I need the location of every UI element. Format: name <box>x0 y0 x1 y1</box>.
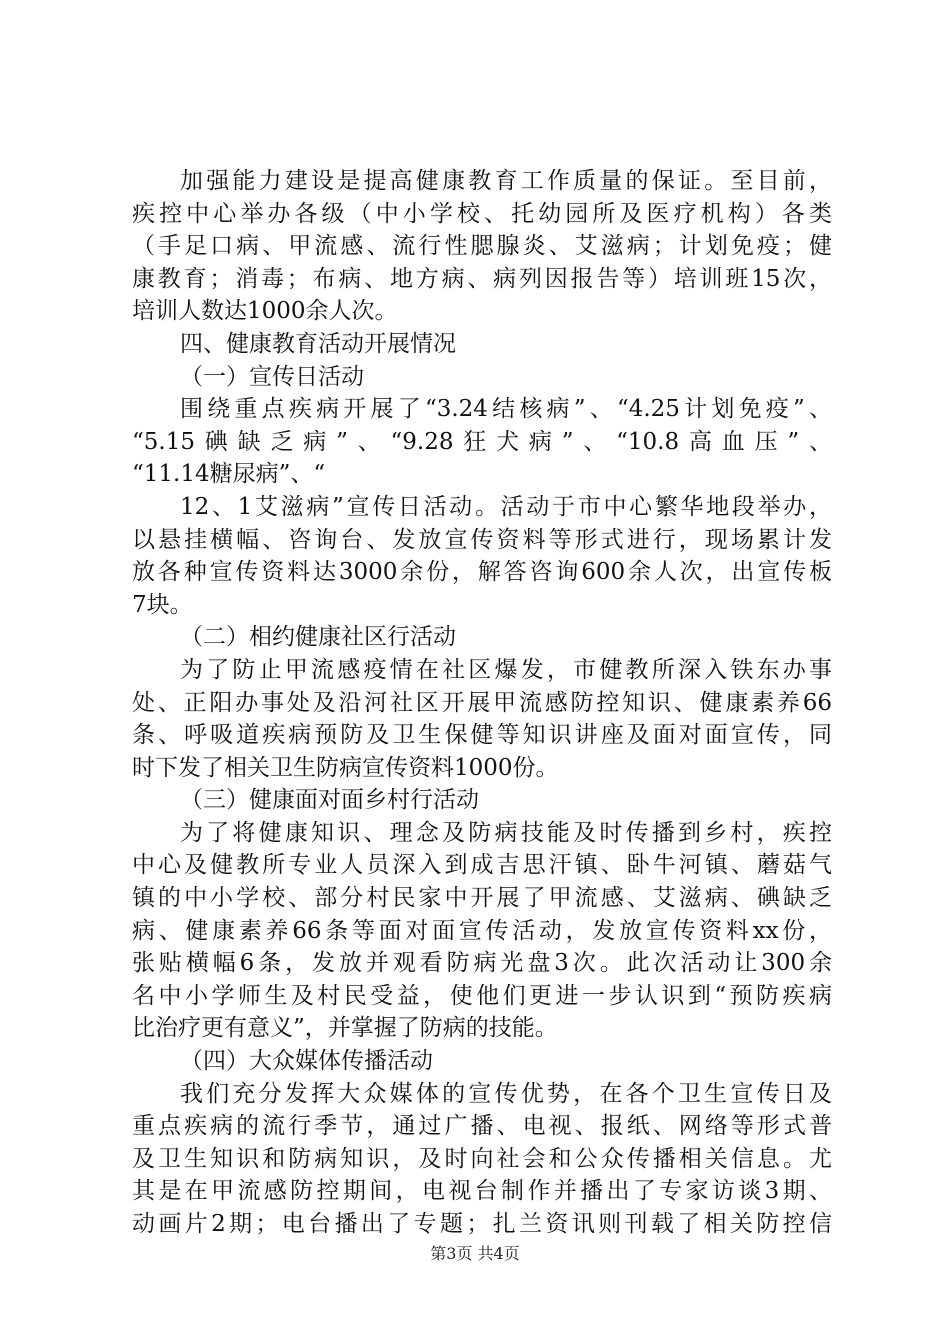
page-number-label: 第3页 共4页 <box>430 1244 520 1263</box>
text-line: 我们充分发挥大众媒体的宣传优势，在各个卫生宣传日及 <box>180 1080 832 1107</box>
text-line: 康教育；消毒；布病、地方病、病列因报告等）培训班15次， <box>132 265 832 292</box>
text-line: 及卫生知识和防病知识，及时向社会和公众传播相关信息。尤 <box>132 1145 832 1172</box>
text-line: （手足口病、甲流感、流行性腮腺炎、艾滋病；计划免疫；健 <box>132 233 832 260</box>
text-line: 处、正阳办事处及沿河社区开展甲流感防控知识、健康素养66 <box>132 689 832 716</box>
text-line: 重点疾病的流行季节，通过广播、电视、报纸、网络等形式普 <box>132 1113 832 1140</box>
text-line: 病、健康素养66条等面对面宣传活动，发放宣传资料xx份， <box>132 917 832 944</box>
document-body <box>132 165 832 1241</box>
text-line: （一）宣传日活动 <box>180 363 364 390</box>
text-line: 中心及健教所专业人员深入到成吉思汗镇、卧牛河镇、蘑菇气 <box>132 852 832 879</box>
text-line: 镇的中小学校、部分村民家中开展了甲流感、艾滋病、碘缺乏 <box>132 885 832 912</box>
text-line: 放各种宣传资料达3000余份，解答咨询600余人次，出宣传板 <box>132 559 832 586</box>
text-line: 四、健康教育活动开展情况 <box>180 330 456 357</box>
text-line: 围绕重点疾病开展了“3.24结核病”、“4.25计划免疫”、 <box>180 396 832 423</box>
text-line: （四）大众媒体传播活动 <box>180 1048 433 1075</box>
text-line: 时下发了相关卫生防病宣传资料1000份。 <box>132 754 559 781</box>
text-line: 为了将健康知识、理念及防病技能及时传播到乡村，疾控 <box>180 819 832 846</box>
text-line: 名中小学师生及村民受益，使他们更进一步认识到“预防疾病 <box>132 982 832 1009</box>
text-line: 疾控中心举办各级（中小学校、托幼园所及医疗机构）各类 <box>132 200 832 227</box>
text-line: “5.15碘缺乏病”、“9.28狂犬病”、“10.8高血压”、 <box>132 428 832 455</box>
text-line: 比治疗更有意义”，并掌握了防病的技能。 <box>132 1015 558 1042</box>
text-line: 加强能力建设是提高健康教育工作质量的保证。至目前， <box>180 168 832 194</box>
text-line: 动画片2期；电台播出了专题；扎兰资讯则刊载了相关防控信 <box>132 1211 832 1237</box>
text-line: 条、呼吸道疾病预防及卫生保健等知识讲座及面对面宣传，同 <box>132 722 832 749</box>
text-line: 12、1艾滋病”宣传日活动。活动于市中心繁华地段举办， <box>180 493 832 520</box>
text-line: 以悬挂横幅、咨询台、发放宣传资料等形式进行，现场累计发 <box>132 526 832 553</box>
page-footer <box>0 1243 950 1265</box>
text-line: “11.14糖尿病”、“ <box>132 461 326 488</box>
text-line: 7块。 <box>132 591 193 618</box>
text-line: （三）健康面对面乡村行活动 <box>180 787 479 814</box>
text-line: 张贴横幅6条，发放并观看防病光盘3次。此次活动让300余 <box>132 950 832 977</box>
text-line: 为了防止甲流感疫情在社区爆发，市健教所深入铁东办事 <box>180 656 832 683</box>
text-line: 其是在甲流感防控期间，电视台制作并播出了专家访谈3期、 <box>132 1178 832 1205</box>
text-line: （二）相约健康社区行活动 <box>180 624 456 651</box>
text-line: 培训人数达1000余人次。 <box>132 298 398 325</box>
